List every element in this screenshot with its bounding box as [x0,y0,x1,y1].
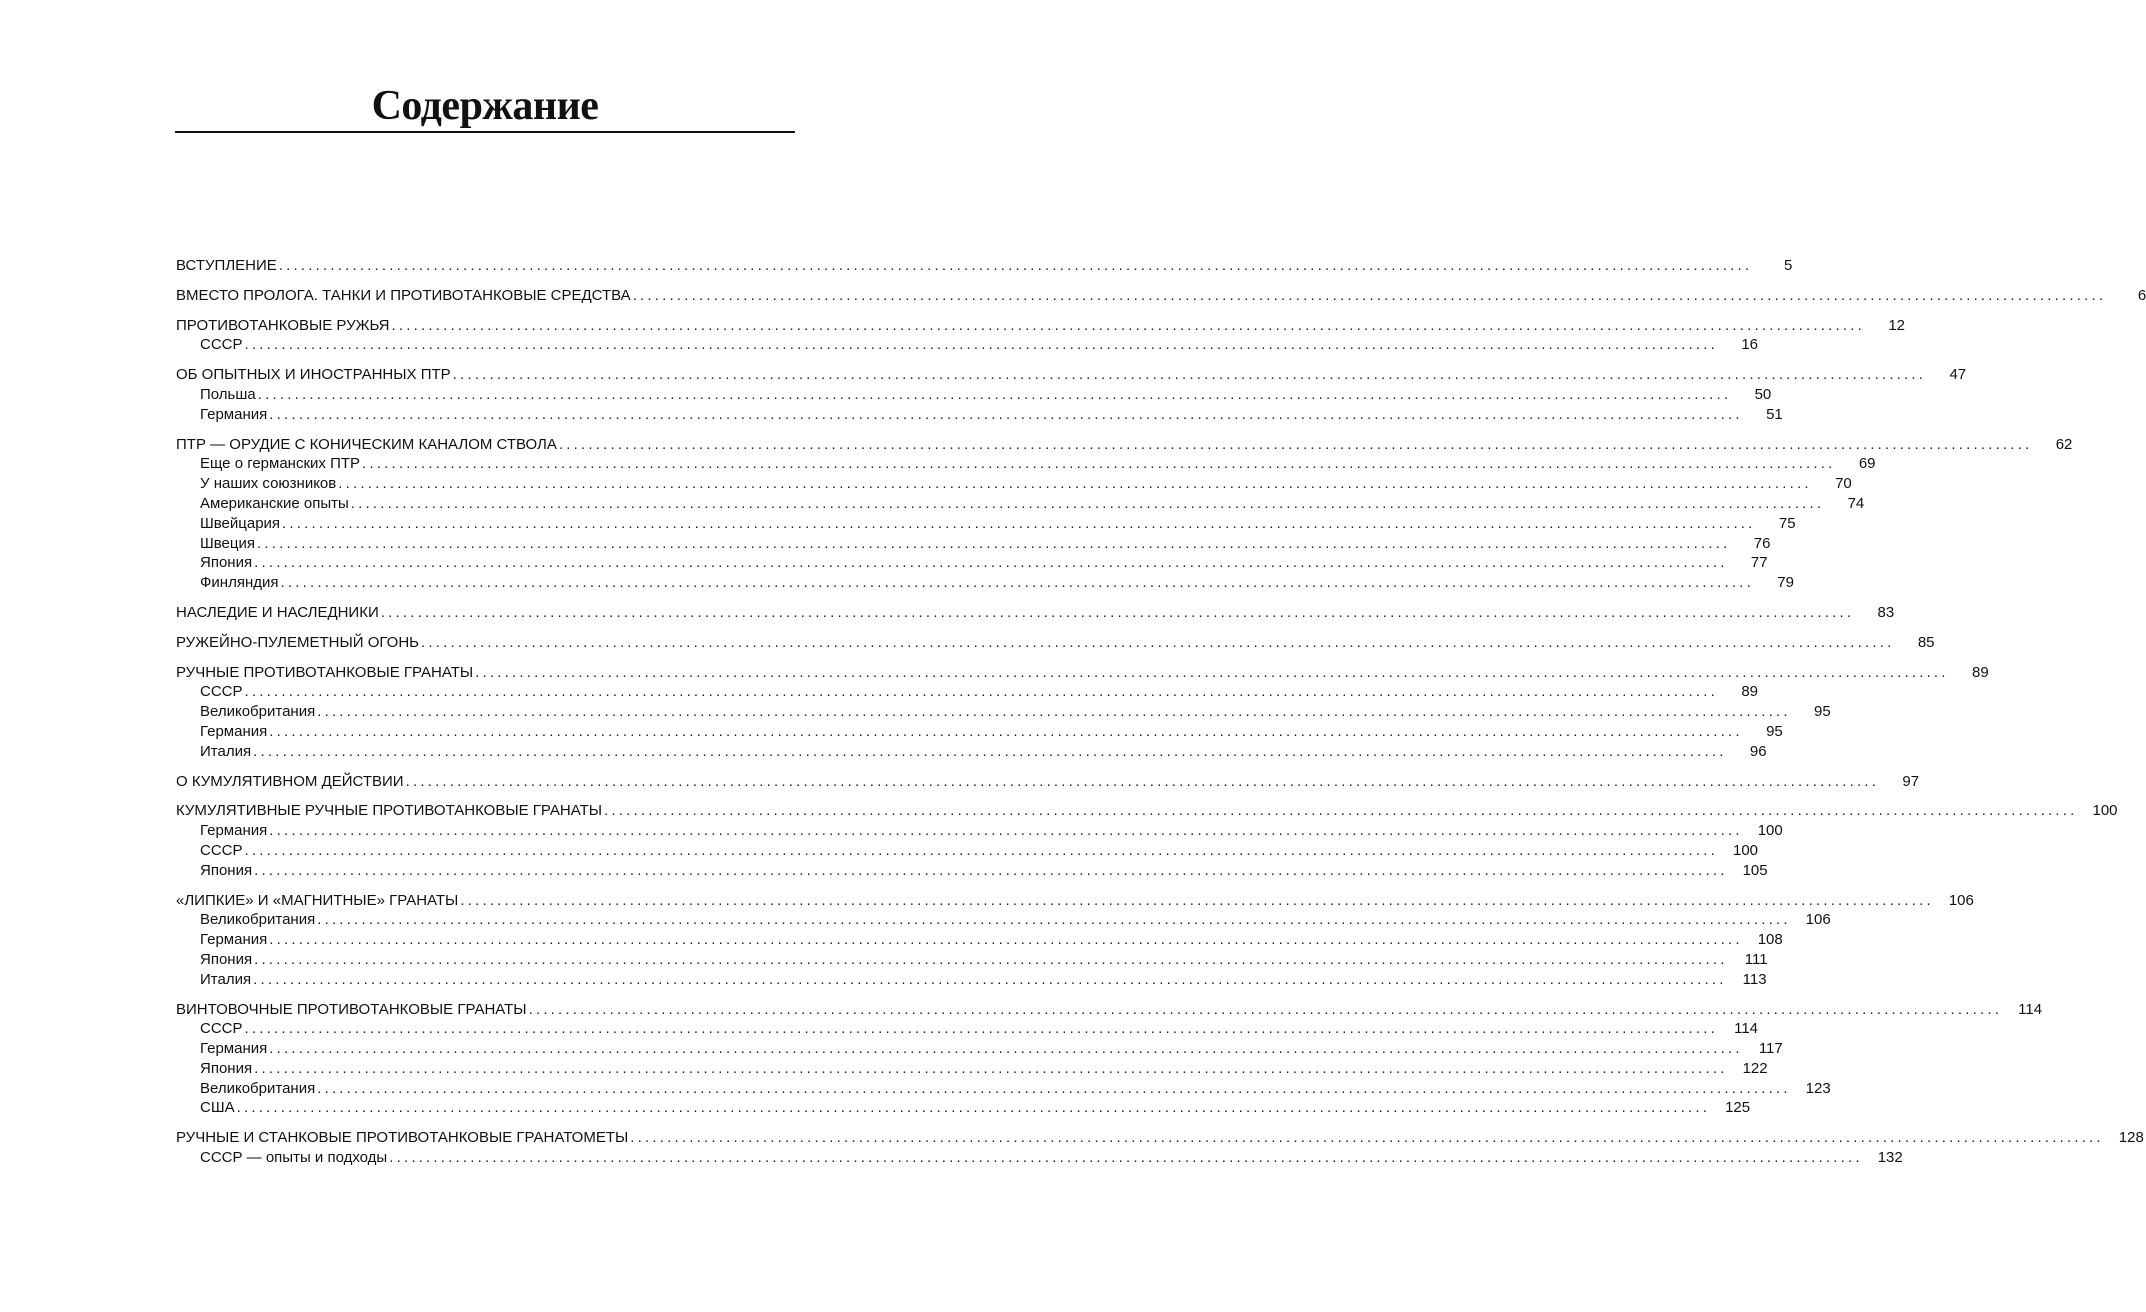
toc-subentry-title: Германия [200,722,268,740]
toc-subentry [176,910,1831,930]
toc-entry [176,1000,2043,1020]
toc-section [176,891,1974,990]
dot-leader: ........................................................................................................................................................................................................ [317,911,1791,929]
dot-leader: ........................................................................................................................................................................................................ [269,822,1743,840]
toc-subentry [176,1079,1831,1099]
dot-leader: ........................................................................................................................................................................................................ [254,554,1728,572]
toc-section [176,801,2118,880]
dot-leader: ........................................................................................................................................................................................................ [254,1059,1728,1077]
dot-leader: ........................................................................................................................................................................................................ [421,633,1895,651]
toc-subentry-title: Япония [200,950,253,968]
toc-subentry-title: СССР [200,1020,243,1038]
toc-subentry-title: Италия [200,970,252,988]
toc-page-number: 113 [1742,970,1767,988]
toc-subentry [176,474,1852,494]
toc-section [176,772,1920,792]
toc-entry-title: КУМУЛЯТИВНЫЕ РУЧНЫЕ ПРОТИВОТАНКОВЫЕ ГРАНАТЫ [176,802,603,820]
toc-subentry-title: Италия [200,742,252,760]
toc-page-number: 70 [1835,475,1852,493]
dot-leader: ........................................................................................................................................................................................................ [269,1040,1743,1058]
title-underline [175,131,795,133]
toc-page-number: 83 [1877,603,1895,621]
toc-page-number: 123 [1805,1079,1831,1097]
toc-page-number: 128 [2118,1129,2144,1147]
toc-subentry-title: Япония [200,1059,253,1077]
toc-entry-title: О КУМУЛЯТИВНОМ ДЕЙСТВИИ [176,772,404,790]
toc-subentry [176,573,1794,593]
toc-subentry [176,1098,1751,1118]
toc-entry [176,256,1793,276]
dot-leader: ........................................................................................................................................................................................................ [254,950,1728,968]
toc-subentry-title: Германия [200,405,268,423]
toc-entry-title: ОБ ОПЫТНЫХ И ИНОСТРАННЫХ ПТР [176,366,451,384]
toc-subentry [176,385,1772,405]
dot-leader: ........................................................................................................................................................................................................ [604,802,2078,820]
toc-entry [176,286,2146,306]
dot-leader: ........................................................................................................................................................................................................ [269,722,1743,740]
toc-entry [176,633,1935,653]
toc-subentry [176,405,1783,425]
page-title: Содержание [371,83,599,129]
dot-leader: ........................................................................................................................................................................................................ [280,574,1754,592]
dot-leader: ........................................................................................................................................................................................................ [338,475,1812,493]
dot-leader: ........................................................................................................................................................................................................ [278,257,1753,274]
toc-page-number: 77 [1750,554,1768,572]
toc-subentry [176,454,1876,474]
toc-subentry [176,950,1768,970]
toc-section [176,603,1895,623]
toc-page-number: 50 [1754,385,1772,403]
toc-subentry-title: Япония [200,861,253,879]
dot-leader: ........................................................................................................................................................................................................ [244,1020,1719,1038]
dot-leader: ........................................................................................................................................................................................................ [244,336,1719,354]
toc-entry-title: РУЧНЫЕ И СТАНКОВЫЕ ПРОТИВОТАНКОВЫЕ ГРАНАТОМЕТЫ [176,1129,629,1147]
dot-leader: ........................................................................................................................................................................................................ [630,1129,2104,1147]
toc-entry [176,801,2118,821]
toc-subentry [176,553,1768,573]
toc-subentry [176,1148,1903,1168]
toc-page-number: 105 [1742,861,1768,879]
toc-subentry-title: Германия [200,1040,268,1058]
toc-entry [176,663,1989,683]
toc-section [176,1000,2043,1119]
toc-entry-title: НАСЛЕДИЕ И НАСЛЕДНИКИ [176,603,379,621]
dot-leader: ........................................................................................................................................................................................................ [254,861,1728,879]
toc-subentry-title: Япония [200,554,253,572]
toc-page-number: 62 [2055,435,2073,453]
toc-subentry [176,1019,1759,1039]
toc-page-number: 125 [1725,1099,1751,1117]
toc-subentry-title: Швеция [200,534,255,552]
dot-leader: ........................................................................................................................................................................................................ [405,772,1880,790]
toc-subentry [176,821,1783,841]
toc-entry-title: ВСТУПЛЕНИЕ [176,257,277,274]
toc-entry-title: РУЧНЫЕ ПРОТИВОТАНКОВЫЕ ГРАНАТЫ [176,663,474,681]
toc-entry-title: ВМЕСТО ПРОЛОГА. ТАНКИ И ПРОТИВОТАНКОВЫЕ СРЕДСТВА [176,286,631,304]
toc-subentry-title: Великобритания [200,703,316,721]
dot-leader: ........................................................................................................................................................................................................ [282,514,1756,532]
toc-subentry-title: СССР [200,336,243,354]
toc-entry [176,435,2073,455]
toc-section [176,316,1905,356]
toc-page-number: 117 [1758,1040,1783,1058]
toc-entry-title: РУЖЕЙНО-ПУЛЕМЕТНЫЙ ОГОНЬ [176,633,420,651]
toc-page-number: 114 [1734,1020,1759,1038]
toc-subentry [176,861,1768,881]
toc-subentry-title: Великобритания [200,911,316,929]
toc-page-number: 100 [1732,841,1759,859]
toc-page-number: 132 [1877,1149,1903,1167]
toc-page-number: 74 [1847,494,1865,512]
toc-page-number: 5 [1783,257,1793,274]
toc-page-number: 16 [1741,336,1759,354]
toc-page-number: 122 [1742,1059,1768,1077]
toc-subentry [176,841,1759,861]
toc-page-number: 85 [1917,633,1935,651]
toc-entry [176,772,1920,792]
toc-subentry-title: США [200,1099,235,1117]
toc-entry-title: «ЛИПКИЕ» И «МАГНИТНЫЕ» ГРАНАТЫ [176,891,459,909]
toc-page-number: 96 [1749,742,1767,760]
toc-page-number: 79 [1777,574,1794,592]
toc-subentry [176,1039,1783,1059]
toc-page-number: 75 [1778,514,1796,532]
toc-entry [176,1128,2144,1148]
dot-leader: ........................................................................................................................................................................................................ [256,534,1731,552]
toc-section [176,256,1793,276]
toc-subentry [176,534,1771,554]
dot-leader: ........................................................................................................................................................................................................ [236,1099,1711,1117]
dot-leader: ........................................................................................................................................................................................................ [253,742,1727,760]
dot-leader: ........................................................................................................................................................................................................ [269,931,1743,949]
toc-section [176,1128,2144,1168]
toc-page-number: 47 [1949,366,1967,384]
toc-section [176,286,2146,306]
toc-page-number: 100 [2092,802,2118,820]
toc-page-number: 106 [1805,911,1831,929]
toc-subentry-title: Германия [200,822,268,840]
dot-leader: ........................................................................................................................................................................................................ [317,703,1791,721]
toc-page-number: 97 [1902,772,1920,790]
dot-leader: ........................................................................................................................................................................................................ [244,683,1719,701]
dot-leader: ........................................................................................................................................................................................................ [257,385,1732,403]
dot-leader: ........................................................................................................................................................................................................ [558,435,2033,453]
toc-subentry-title: Польша [200,385,256,403]
dot-leader: ........................................................................................................................................................................................................ [460,891,1934,909]
toc-page-number: 69 [1858,455,1876,473]
toc-page-number: 111 [1744,950,1768,968]
toc-section [176,365,1967,424]
dot-leader: ........................................................................................................................................................................................................ [253,970,1727,988]
toc-subentry [176,970,1767,990]
toc-page-number: 95 [1814,703,1831,721]
toc-subentry [176,702,1831,722]
toc-subentry [176,514,1796,534]
toc-subentry-title: Великобритания [200,1079,316,1097]
toc-subentry-title: У наших союзников [200,475,337,493]
toc-page-number: 89 [1741,683,1759,701]
dot-leader: ........................................................................................................................................................................................................ [362,455,1836,473]
toc-entry-title: ПРОТИВОТАНКОВЫЕ РУЖЬЯ [176,316,390,334]
dot-leader: ........................................................................................................................................................................................................ [391,316,1865,334]
toc-subentry-title: Швейцария [200,514,281,532]
dot-leader: ........................................................................................................................................................................................................ [380,603,1855,621]
toc-entry [176,891,1974,911]
toc-page-number: 108 [1757,931,1783,949]
dot-leader: ........................................................................................................................................................................................................ [528,1000,2003,1018]
toc-page-number: 114 [2018,1000,2043,1018]
toc-entry-title: ПТР — ОРУДИЕ С КОНИЧЕСКИМ КАНАЛОМ СТВОЛА [176,435,557,453]
toc-page-number: 6 [2137,286,2146,304]
dot-leader: ........................................................................................................................................................................................................ [475,663,1949,681]
toc-page-number: 12 [1888,316,1905,334]
toc-subentry-title: СССР [200,841,243,859]
toc-subentry-title: СССР [200,683,243,701]
toc-section [176,663,1989,762]
toc-page-number: 89 [1971,663,1989,681]
toc-subentry-title: Германия [200,931,268,949]
toc-entry [176,603,1895,623]
toc-subentry [176,335,1759,355]
toc-subentry-title: СССР — опыты и подходы [200,1149,388,1167]
dot-leader: ........................................................................................................................................................................................................ [269,405,1743,423]
dot-leader: ........................................................................................................................................................................................................ [452,366,1927,384]
toc-subentry [176,742,1767,762]
toc-entry-title: ВИНТОВОЧНЫЕ ПРОТИВОТАНКОВЫЕ ГРАНАТЫ [176,1000,527,1018]
toc-subentry [176,1059,1768,1079]
dot-leader: ........................................................................................................................................................................................................ [632,286,2107,304]
toc-subentry [176,682,1759,702]
toc-page-number: 95 [1766,722,1783,740]
toc-page-number: 76 [1753,534,1771,552]
toc-entry [176,365,1967,385]
dot-leader: ........................................................................................................................................................................................................ [317,1079,1791,1097]
toc-page-number: 100 [1757,822,1783,840]
toc-section [176,633,1935,653]
toc-subentry [176,930,1783,950]
dot-leader: ........................................................................................................................................................................................................ [389,1149,1863,1167]
table-of-contents [176,256,2146,1178]
toc-subentry [176,722,1783,742]
toc-section [176,435,2073,593]
toc-page-number: 51 [1766,405,1783,423]
toc-subentry-title: Еще о германских ПТР [200,455,361,473]
toc-subentry [176,494,1865,514]
toc-subentry-title: Финляндия [200,574,279,592]
toc-entry [176,316,1905,336]
dot-leader: ........................................................................................................................................................................................................ [244,841,1719,859]
toc-subentry-title: Американские опыты [200,494,349,512]
toc-page-number: 106 [1948,891,1974,909]
dot-leader: ........................................................................................................................................................................................................ [350,494,1825,512]
